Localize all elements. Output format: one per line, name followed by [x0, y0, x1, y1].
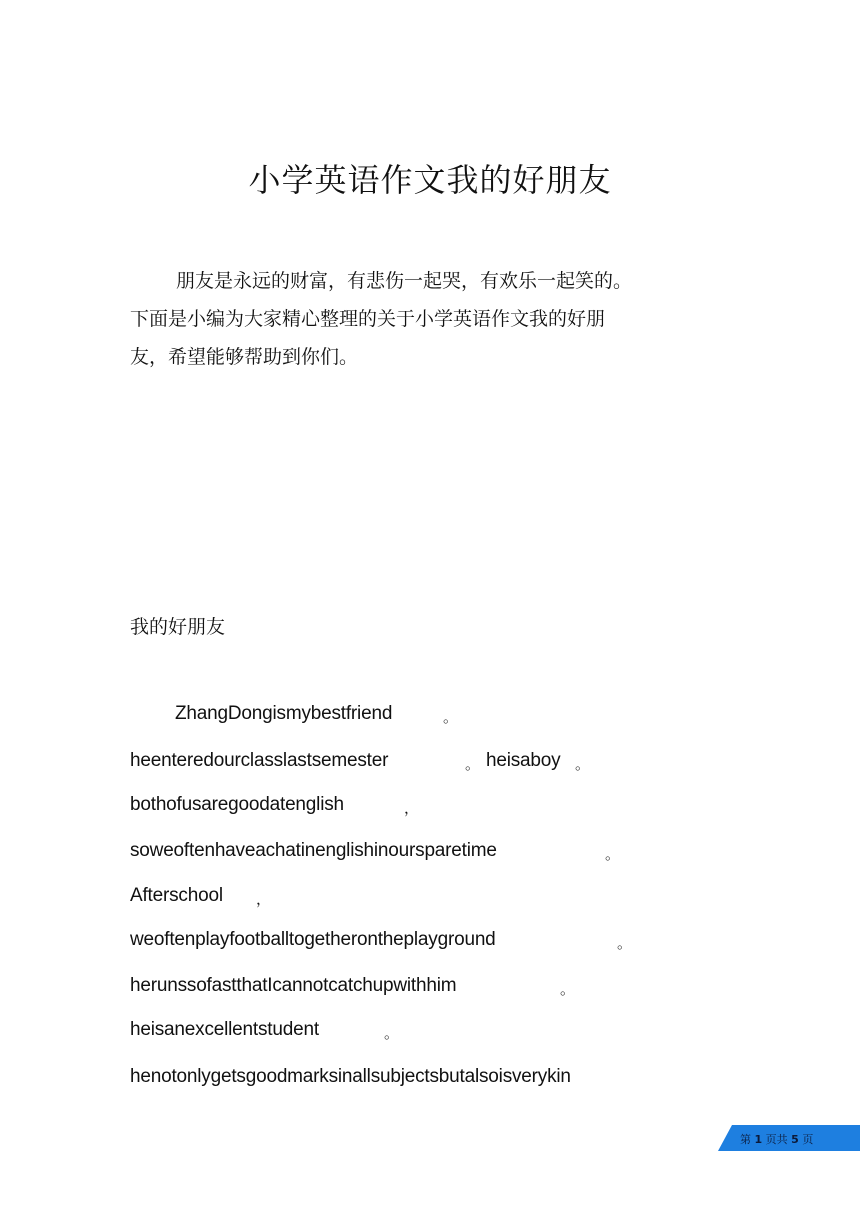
page-indicator-middle: 页共	[765, 1133, 788, 1146]
essay-line: herunssofastthatIcannotcatchupwithhim	[130, 975, 457, 996]
total-pages-number: 5	[791, 1133, 799, 1146]
essay-line: weoftenplayfootballtogetherontheplayground	[130, 929, 496, 950]
intro-paragraph	[130, 262, 690, 376]
intro-line: 下面是小编为大家精心整理的关于小学英语作文我的好朋	[130, 308, 606, 330]
essay-line: soweoftenhaveachatinenglishinoursparetime	[130, 840, 497, 861]
essay-line: heisaboy	[486, 750, 561, 771]
essay-punct: 。	[560, 980, 576, 998]
essay-punct: 。	[575, 755, 591, 773]
essay-punct: 。	[384, 1024, 400, 1042]
essay-punct: ，	[256, 890, 272, 908]
essay-line: ZhangDongismybestfriend	[175, 703, 393, 724]
document-title: 小学英语作文我的好朋友	[248, 161, 612, 199]
current-page-number: 1	[754, 1133, 763, 1146]
essay-punct: 。	[443, 708, 459, 726]
section-heading: 我的好朋友	[130, 616, 226, 638]
essay-line: henotonlygetsgoodmarksinallsubjectsbutalsoisverykin	[130, 1066, 571, 1087]
intro-line: 朋友是永远的财富，有悲伤一起哭，有欢乐一起笑的。	[176, 270, 633, 292]
essay-line: Afterschool	[130, 885, 223, 906]
essay-line: bothofusaregoodatenglish	[130, 794, 344, 815]
essay-punct: 。	[617, 934, 633, 952]
intro-line: 友，希望能够帮助到你们。	[130, 346, 359, 368]
essay-line: heenteredourclasslastsemester	[130, 750, 389, 771]
essay-punct: ，	[404, 799, 420, 817]
page-indicator-prefix: 第	[740, 1133, 751, 1146]
page-indicator	[740, 1131, 813, 1147]
essay-punct: 。	[605, 845, 621, 863]
essay-punct: 。	[465, 755, 481, 773]
essay-line: heisanexcellentstudent	[130, 1019, 319, 1040]
page-indicator-suffix: 页	[802, 1133, 814, 1146]
